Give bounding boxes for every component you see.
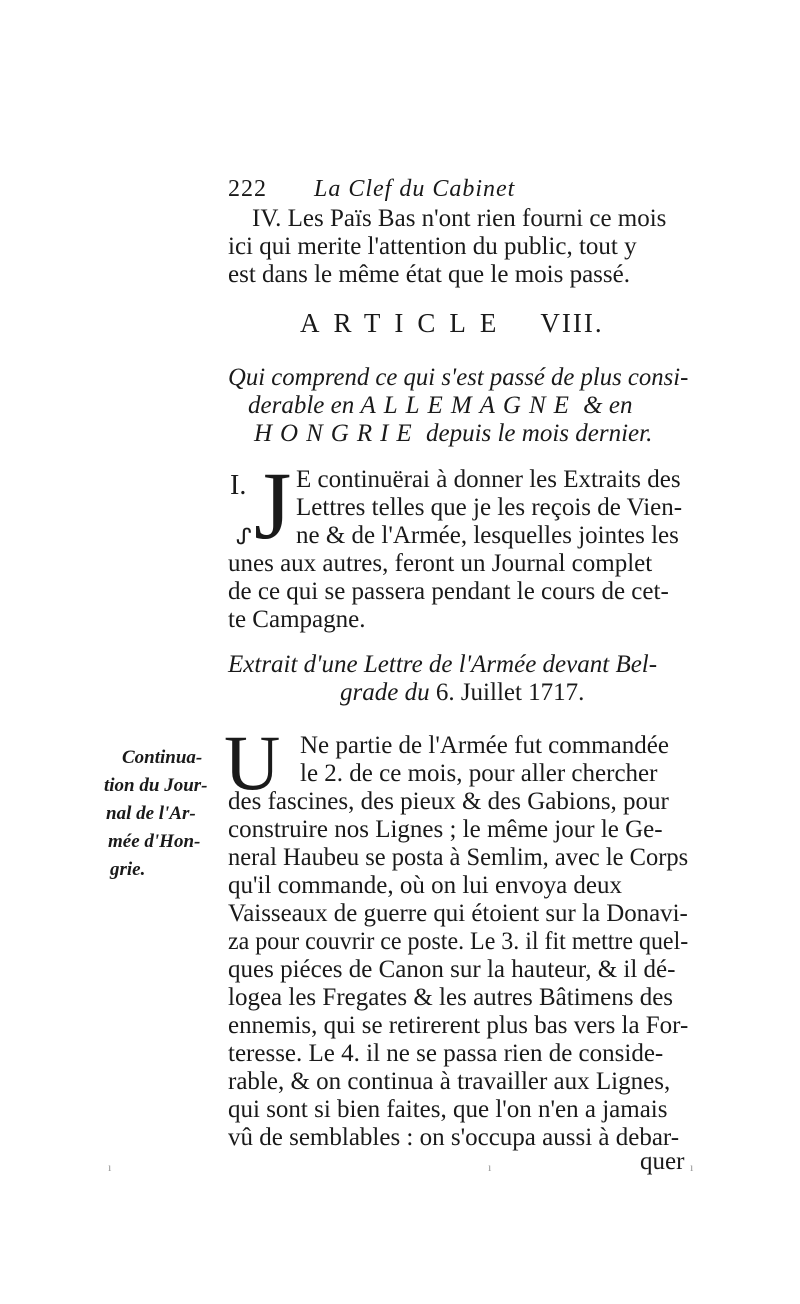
para1-line-3: ne & de l'Armée, lesquelles jointes les (296, 522, 679, 549)
para4-line-3: est dans le même état que le mois passé. (228, 261, 630, 288)
para1-line-1: E continuërai à donner les Extraits des (296, 466, 681, 493)
para4-line-1: IV. Les Païs Bas n'ont rien fourni ce mois (252, 205, 667, 232)
subtitle-l2c: & en (576, 392, 633, 419)
article-heading (300, 308, 604, 339)
para1-numeral: I. (230, 470, 247, 501)
subtitle-hongrie: HONGRIE (254, 420, 420, 447)
extract-title-line-2 (340, 680, 584, 705)
body-line-10: logea les Fregates & les autres Bâtimens des (228, 984, 674, 1011)
article-number: VIII. (540, 308, 604, 338)
subtitle-line-2 (248, 393, 632, 418)
body-line-3: des fascines, des pieux & des Gabions, pour (228, 788, 669, 815)
body-line-12: teresse. Le 4. il ne se passa rien de conside- (228, 1040, 664, 1067)
body-line-2: le 2. de ce mois, pour aller chercher (300, 760, 658, 787)
margin-note-line-4: mée d'Hon- (108, 831, 201, 852)
subtitle-line-1: Qui comprend ce qui s'est passé de plus consi- (228, 364, 689, 391)
subtitle-line-3 (254, 421, 652, 446)
body-line-13: rable, & on continua à travailler aux Lignes, (228, 1068, 671, 1095)
margin-note-line-2: tion du Jour- (104, 775, 208, 796)
subtitle-l2a: derable en (248, 392, 361, 419)
para1-line-4: unes aux autres, feront un Journal complet (228, 550, 653, 577)
margin-note-line-5: grie. (110, 859, 146, 880)
subtitle-l3b: depuis le mois dernier. (419, 420, 653, 447)
body-line-5: neral Haubeu se posta à Semlim, avec le Corps (228, 844, 689, 871)
body-line-7: Vaisseaux de guerre qui étoient sur la Donavi- (228, 900, 688, 927)
margin-note-line-1: Continua- (122, 747, 203, 768)
extract-title-line-1: Extrait d'une Lettre de l'Armée devant Bel- (228, 651, 658, 678)
subtitle-allemagne: ALLEMAGNE (360, 392, 577, 419)
extract-title-l2a: grade du (340, 679, 436, 706)
margin-note-line-3: nal de l'Ar- (106, 803, 196, 824)
article-word: ARTICLE (300, 308, 511, 338)
body-line-11: ennemis, qui se retirerent plus bas vers la For- (228, 1012, 689, 1039)
extract-title-date: 6. Juillet 1717. (435, 679, 585, 706)
ornament-icon: ᔑ (236, 524, 252, 549)
drop-cap-j: J (254, 452, 292, 559)
page-number: 222 (228, 176, 267, 202)
body-line-6: qu'il commande, où on lui envoya deux (228, 872, 623, 899)
scan-speck: ı (690, 1160, 694, 1174)
body-line-8: za pour couvrir ce poste. Le 3. il fit mettre quel- (228, 928, 689, 955)
body-line-1: Ne partie de l'Armée fut commandée (300, 732, 669, 759)
catchword: quer (640, 1148, 685, 1175)
para1-line-5: de ce qui se passera pendant le cours de cet- (228, 578, 669, 605)
body-line-14: qui sont si bien faites, que l'on n'en a jamais (228, 1096, 668, 1123)
scan-speck: ı (488, 1160, 492, 1174)
running-title: La Clef du Cabinet (314, 176, 516, 202)
drop-cap-u: U (224, 719, 281, 806)
para4-line-2: ici qui merite l'attention du public, tout y (228, 233, 637, 260)
body-line-15: vû de semblables : on s'occupa aussi à debar- (228, 1124, 680, 1151)
scan-speck: ı (108, 1160, 112, 1174)
para1-line-2: Lettres telles que je les reçois de Vien- (296, 494, 683, 521)
body-line-9: ques piéces de Canon sur la hauteur, & il dé- (228, 956, 676, 983)
running-header (228, 176, 515, 203)
para1-line-6: te Campagne. (228, 606, 366, 633)
body-line-4: construire nos Lignes ; le même jour le Ge- (228, 816, 663, 843)
